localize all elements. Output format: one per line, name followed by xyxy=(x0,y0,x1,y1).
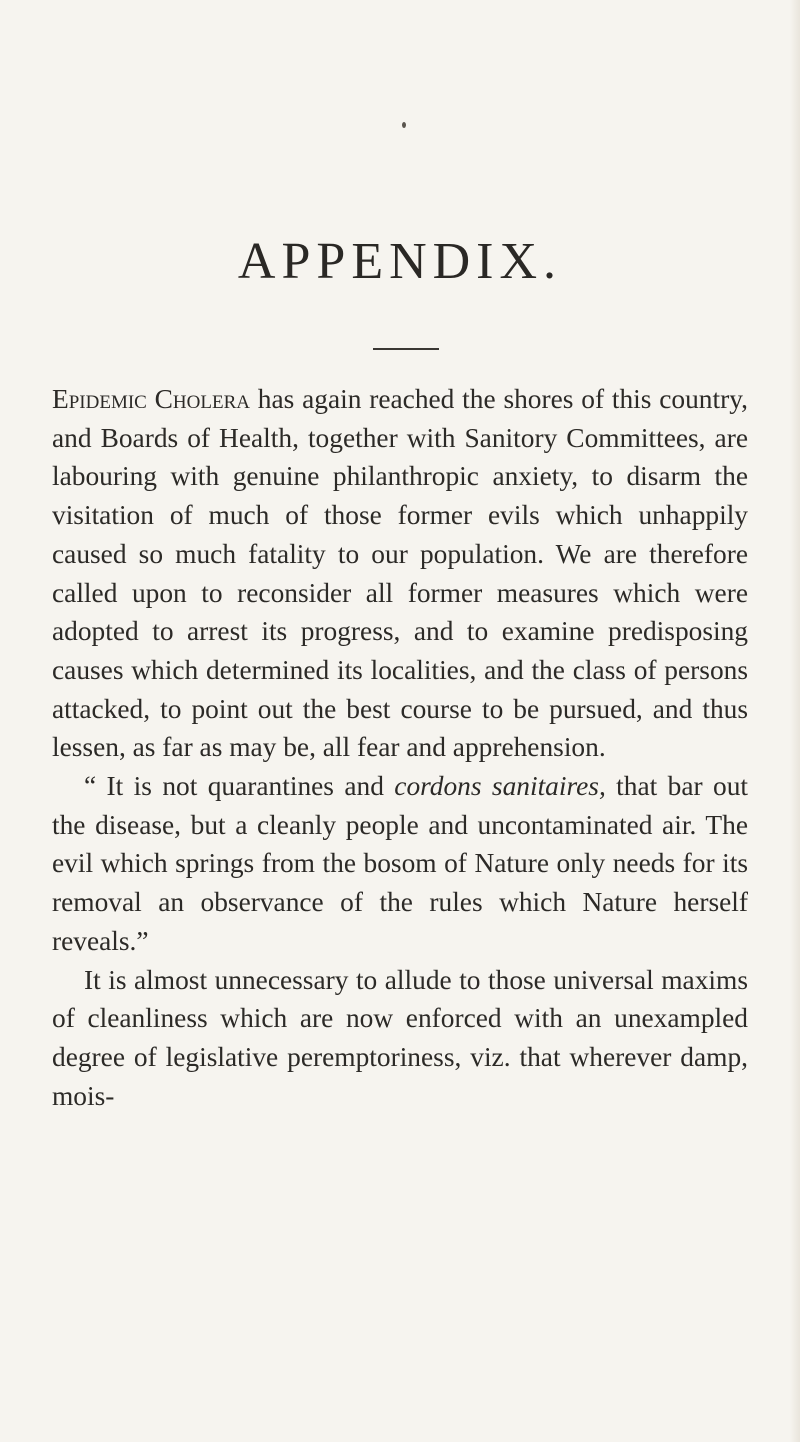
page-heading: APPENDIX. xyxy=(237,233,563,290)
quote-before: “ It is not quarantines and xyxy=(84,771,395,802)
heading-rule xyxy=(373,348,439,350)
paragraph-3: It is almost unnecessary to allude to those universal maxims of cleanliness which are now enforced with an unexampled degree of legislative peremptoriness, viz. that wherever damp, mois- xyxy=(52,964,748,1111)
quote-after: that bar out the disease, but a cleanly people and uncontaminated air. The evil which springs from the bosom of Nature only needs for its removal an observance of the rules which Nature herself reveals.” xyxy=(52,771,748,956)
paragraph-1-text: has again reached the shores of this country, and Boards of Health, together with Sanitory Committees, are labouring with genuine philanthropic anxiety, to disarm the visitation of much of those former evils which unhappily caused so much fatality to our population. We are therefore called upon to reconsider all former measures which were adopted to arrest its progress, and to examine predisposing causes which determined its localities, and the class of persons attacked, to point out the best course to be pursued, and thus lessen, as far as may be, all fear and apprehension. xyxy=(52,384,748,763)
paragraph-1 xyxy=(52,380,748,767)
page-edge xyxy=(790,0,800,1442)
ink-speck xyxy=(402,122,406,128)
quote-paragraph xyxy=(52,767,748,961)
lead-words: Epidemic Cholera xyxy=(52,384,250,414)
quote-italic: cordons sanitaires, xyxy=(394,771,606,802)
body-text xyxy=(52,380,748,1115)
